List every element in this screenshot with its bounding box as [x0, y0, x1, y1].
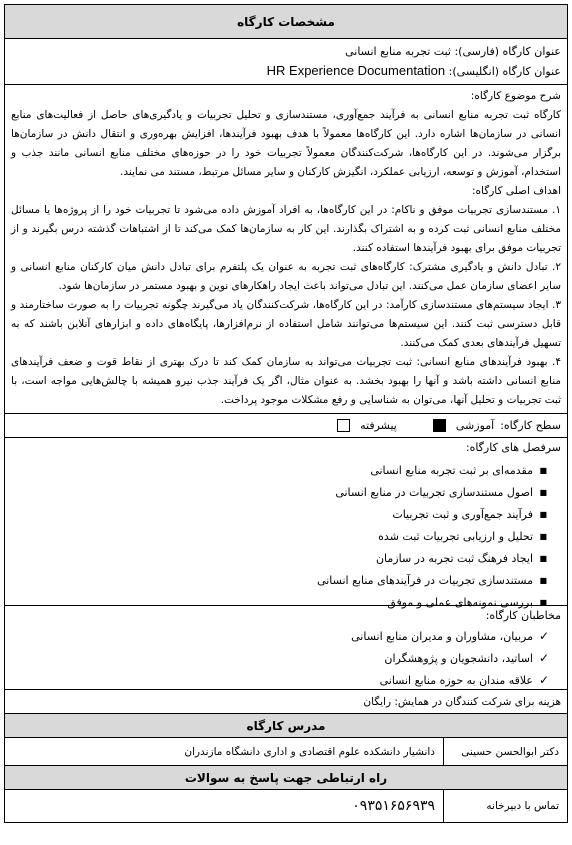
bullet-icon: ■ — [539, 597, 547, 607]
title-en-line — [11, 61, 561, 81]
audience-block — [5, 606, 567, 690]
checkmark-icon: ✓ — [538, 673, 549, 687]
list-item: ■ اصول مستندسازی تجربیات در منابع انسانی — [335, 485, 547, 499]
goal-item: ۴. بهبود فرآیندهای منابع انسانی: ثبت تجربیات می‌تواند به سازمان کمک کند تا درک بهتری از نقاط قوت و ضعف فرآیندهای منابع انسانی داشته باشد و آنها را بهبود بخشد. به عنوان مثال، اگر یک فرآیند جذب نیرو همیشه با چالش‌هایی مواجه است، با ثبت تجربیات و تحلیل آنها، می‌توان به شناسایی و رفع مشکلات موجود پرداخت. — [11, 356, 561, 406]
list-item: ■ مستندسازی تجربیات در فرآیندهای منابع انسانی — [317, 573, 547, 587]
bullet-icon: ■ — [539, 465, 547, 475]
list-item: ✓ علاقه مندان به حوزه منابع انسانی — [379, 673, 549, 687]
header-title: مشخصات کارگاه — [5, 5, 567, 39]
level-basic-label: آموزشی — [455, 419, 495, 432]
list-item: ■ فرآیند جمع‌آوری و ثبت تجربیات — [392, 507, 547, 521]
audience-list — [5, 625, 567, 691]
contact-phone[interactable]: ۰۹۳۵۱۶۵۶۹۳۹ — [352, 798, 435, 814]
contact-row — [5, 790, 567, 822]
instructor-header: مدرس کارگاه — [5, 714, 567, 738]
level-advanced-label: پیشرفته — [360, 419, 397, 432]
description-block — [5, 85, 567, 414]
instructor-row — [5, 738, 567, 766]
list-item: ■ ایجاد فرهنگ ثبت تجربه در سازمان — [375, 551, 547, 565]
list-item: ■ بررسی نمونه‌های عملی و موفق — [387, 595, 547, 609]
goals-label: اهداف اصلی کارگاه: — [471, 185, 561, 197]
bullet-icon: ■ — [539, 575, 547, 585]
list-item: ■ مقدمه‌ای بر ثبت تجربه منابع انسانی — [370, 463, 547, 477]
list-item: ✓ مربیان، مشاوران و مدیران منابع انسانی — [351, 629, 549, 643]
goal-item: ۲. تبادل دانش و یادگیری مشترک: کارگاه‌های ثبت تجربه به عنوان یک پلتفرم برای تبادل دانش میان کارکنان منابع انسانی و سایر اعضای سازمان عمل می‌کنند. این تبادل می‌تواند باعث ایجاد راهکارهای نوین و بهبود مستمر در سازمان‌ها شود. — [11, 261, 561, 292]
topics-label: سرفصل های کارگاه: — [465, 441, 561, 454]
description-label: شرح موضوع کارگاه: — [470, 90, 561, 102]
instructor-name: دکتر ابوالحسن حسینی — [443, 738, 567, 765]
contact-label: تماس با دبیرخانه — [443, 790, 567, 822]
checkmark-icon: ✓ — [538, 651, 549, 665]
level-advanced-checkbox[interactable] — [337, 419, 350, 432]
description-text: کارگاه ثبت تجربه منابع انسانی به فرآیند جمع‌آوری، مستندسازی و تحلیل تجربیات و یادگیری‌های حاصل از فعالیت‌های منابع انسانی در سازمان‌ها اشاره دارد. این کارگاه‌ها معمولاً با هدف بهبود فرآیندها، افزایش بهره‌وری و انتقال دانش در سازمان‌ها برگزار می‌شوند. در این کارگاه‌ها، شرکت‌کنندگان معمولاً تجربیات خود را در حوزه‌های مختلف منابع انسانی مانند جذب و استخدام، آموزش و توسعه، ارزیابی عملکرد، انگیزش کارکنان و سایر مسائل مرتبط، مستند می نمایند. — [11, 109, 561, 178]
topics-list — [5, 459, 567, 613]
bullet-icon: ■ — [539, 531, 547, 541]
fee-row: هزینه برای شرکت کنندگان در همایش: رایگان — [5, 690, 567, 714]
audience-label: مخاطبان کارگاه: — [485, 609, 561, 622]
list-item: ✓ اساتید، دانشجویان و پژوهشگران — [384, 651, 549, 665]
title-block — [5, 39, 567, 85]
bullet-icon: ■ — [539, 487, 547, 497]
workshop-sheet — [4, 4, 568, 823]
title-en-label: عنوان کارگاه (انگلیسی): — [448, 65, 561, 78]
bullet-icon: ■ — [539, 509, 547, 519]
title-fa: عنوان کارگاه (فارسی): ثبت تجربه منابع انسانی — [345, 45, 561, 58]
checkmark-icon: ✓ — [538, 629, 549, 643]
level-basic-checkbox[interactable] — [433, 419, 446, 432]
instructor-affiliation: دانشیار دانشکده علوم اقتصادی و اداری دانشگاه مازندران — [184, 745, 435, 758]
goal-item: ۱. مستندسازی تجربیات موفق و ناکام: در این کارگاه‌ها، به افراد آموزش داده می‌شود تا تجربیات خود را از پروژه‌ها یا مسائل مختلف منابع انسانی ثبت کرده و به اشتراک بگذارند. این کار به سازمان‌ها کمک می‌کند تا از اشتباهات گذشته درس بگیرند و از تجربیات موفق برای بهبود فرآیندها استفاده کنند. — [11, 204, 561, 254]
goal-item: ۳. ایجاد سیستم‌های مستندسازی کارآمد: در این کارگاه‌ها، شرکت‌کنندگان یاد می‌گیرند چگونه تجربیات را به صورت ساختارمند و قابل دسترسی ثبت کنند. این سیستم‌ها می‌توانند شامل استفاده از نرم‌افزارها، پایگاه‌های داده و ابزارهای آنلاین باشند که به تسهیل فرآیندهای بعدی کمک می‌کنند. — [11, 299, 561, 349]
level-label: سطح کارگاه: — [500, 419, 561, 432]
bullet-icon: ■ — [539, 553, 547, 563]
list-item: ■ تحلیل و ارزیابی تجربیات ثبت شده — [378, 529, 547, 543]
level-row — [5, 414, 567, 438]
title-en-value: HR Experience Documentation — [266, 63, 446, 78]
topics-block — [5, 438, 567, 609]
contact-header: راه ارتباطی جهت پاسخ به سوالات — [5, 766, 567, 790]
